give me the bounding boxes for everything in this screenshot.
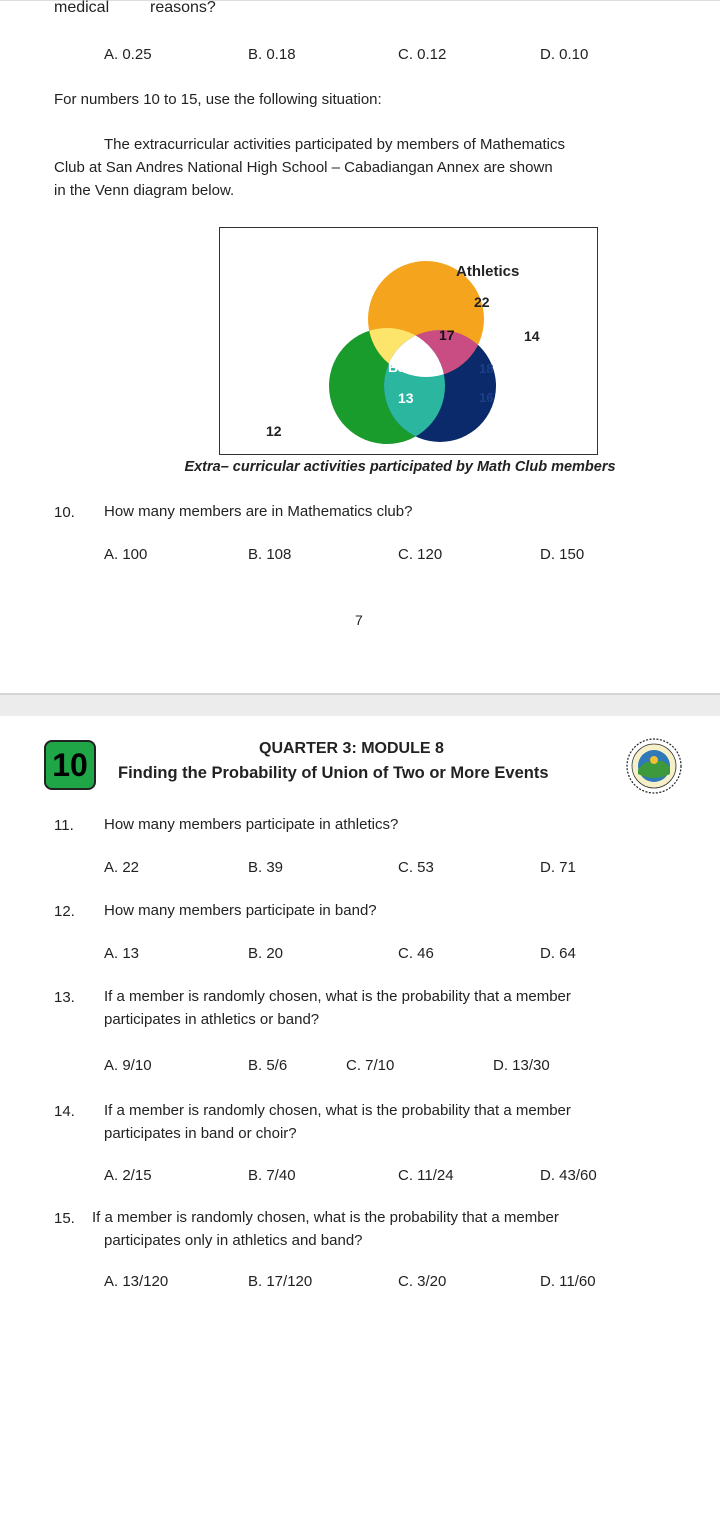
question-number: 15. bbox=[54, 1210, 75, 1227]
option-a: A. 13/120 bbox=[104, 1273, 169, 1290]
band-label: Band bbox=[388, 359, 423, 375]
venn-value: 17 bbox=[439, 327, 455, 343]
option-a: A. 9/10 bbox=[104, 1057, 152, 1074]
venn-value: 13 bbox=[398, 390, 414, 406]
option-c: C. 0.12 bbox=[398, 46, 447, 63]
question-text: How many members participate in athletics? bbox=[104, 816, 399, 833]
option-a: A. 13 bbox=[104, 945, 140, 962]
option-d: D. 64 bbox=[540, 945, 576, 962]
question-text-cont: participates only in athletics and band? bbox=[104, 1232, 363, 1249]
situation-intro: For numbers 10 to 15, use the following situation: bbox=[54, 91, 382, 108]
option-d: D. 11/60 bbox=[540, 1273, 596, 1290]
option-b: B. 5/6 bbox=[248, 1057, 288, 1074]
prev-question-word: reasons? bbox=[150, 0, 216, 16]
question-text-cont: participates in band or choir? bbox=[104, 1125, 297, 1142]
option-c: C. 3/20 bbox=[398, 1273, 447, 1290]
option-d: D. 43/60 bbox=[540, 1167, 597, 1184]
prev-question-word: medical bbox=[54, 0, 110, 16]
option-b: B. 17/120 bbox=[248, 1273, 313, 1290]
option-c: C. 120 bbox=[398, 546, 443, 563]
question-number: 13. bbox=[54, 989, 75, 1006]
option-b: B. 20 bbox=[248, 945, 284, 962]
school-seal-icon bbox=[626, 738, 682, 794]
athletics-label: Athletics bbox=[456, 263, 520, 280]
option-b: B. 7/40 bbox=[248, 1167, 296, 1184]
option-a: A. 0.25 bbox=[104, 46, 152, 63]
quarter-title: QUARTER 3: MODULE 8 bbox=[259, 740, 444, 757]
venn-value: 22 bbox=[474, 294, 490, 310]
option-d: D. 71 bbox=[540, 859, 576, 876]
situation-line: Club at San Andres National High School – Cabadiangan Annex are shown bbox=[54, 159, 553, 176]
venn-value-outside: 12 bbox=[266, 423, 282, 439]
option-d: D. 13/30 bbox=[493, 1057, 550, 1074]
question-number: 12. bbox=[54, 903, 75, 920]
option-c: C. 53 bbox=[398, 859, 434, 876]
question-text: How many members are in Mathematics club? bbox=[104, 503, 413, 520]
module-badge: 10 bbox=[44, 740, 96, 790]
option-b: B. 39 bbox=[248, 859, 284, 876]
option-a: A. 2/15 bbox=[104, 1167, 152, 1184]
option-d: D. 0.10 bbox=[540, 46, 589, 63]
option-c: C. 46 bbox=[398, 945, 434, 962]
question-text: If a member is randomly chosen, what is the probability that a member bbox=[92, 1209, 559, 1226]
option-c: C. 11/24 bbox=[398, 1167, 454, 1184]
situation-line: in the Venn diagram below. bbox=[54, 182, 235, 199]
venn-value: 14 bbox=[524, 328, 540, 344]
option-a: A. 100 bbox=[104, 546, 148, 563]
question-text: If a member is randomly chosen, what is the probability that a member bbox=[104, 988, 571, 1005]
question-number: 11. bbox=[54, 817, 74, 834]
option-b: B. 0.18 bbox=[248, 46, 296, 63]
venn-caption: Extra– curricular activities participated by Math Club members bbox=[184, 459, 616, 475]
question-number: 10. bbox=[54, 504, 75, 521]
option-b: B. 108 bbox=[248, 546, 292, 563]
question-text: How many members participate in band? bbox=[104, 902, 377, 919]
option-c: C. 7/10 bbox=[346, 1057, 395, 1074]
question-text-cont: participates in athletics or band? bbox=[104, 1011, 320, 1028]
venn-value: 16 bbox=[479, 390, 494, 405]
option-a: A. 22 bbox=[104, 859, 140, 876]
page-number: 7 bbox=[355, 612, 363, 628]
module-title: Finding the Probability of Union of Two or More Events bbox=[118, 764, 549, 782]
question-number: 14. bbox=[54, 1103, 75, 1120]
situation-line: The extracurricular activities participated by members of Mathematics bbox=[104, 136, 566, 153]
question-text: If a member is randomly chosen, what is the probability that a member bbox=[104, 1102, 571, 1119]
venn-value: 18 bbox=[479, 361, 494, 376]
venn-diagram bbox=[219, 227, 598, 455]
option-d: D. 150 bbox=[540, 546, 585, 563]
